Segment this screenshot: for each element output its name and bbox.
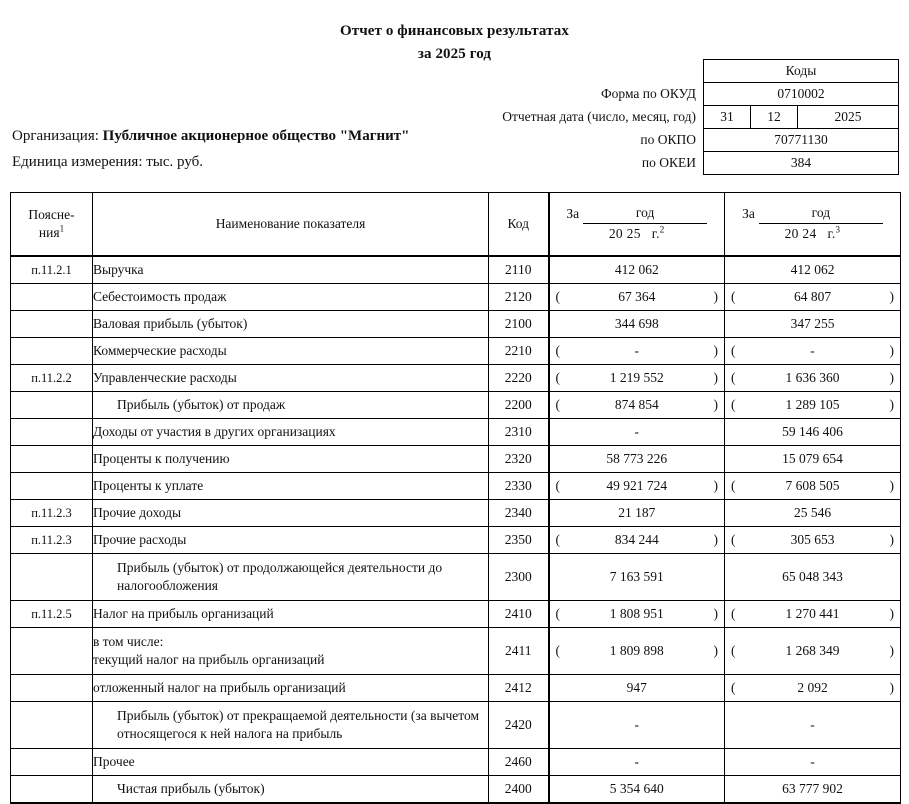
row-value-current-year: 5 354 640 bbox=[549, 776, 725, 804]
row-code: 2330 bbox=[489, 473, 549, 500]
row-explanation bbox=[11, 702, 93, 749]
table-row bbox=[11, 776, 901, 804]
organization-block bbox=[12, 124, 410, 176]
row-code: 2220 bbox=[489, 365, 549, 392]
header-year-previous-century: 20 bbox=[784, 225, 799, 241]
table-row bbox=[11, 628, 901, 675]
table-row bbox=[11, 702, 901, 749]
row-explanation bbox=[11, 446, 93, 473]
table-row bbox=[11, 749, 901, 776]
header-year-previous-za: За bbox=[742, 206, 755, 222]
row-indicator-name: Управленческие расходы bbox=[93, 365, 489, 392]
row-value-current-year: 58 773 226 bbox=[549, 446, 725, 473]
row-indicator-name: отложенный налог на прибыль организаций bbox=[93, 675, 489, 702]
okei-label: по ОКЕИ bbox=[641, 155, 696, 170]
row-code: 2200 bbox=[489, 392, 549, 419]
row-explanation bbox=[11, 675, 93, 702]
okei-value: 384 bbox=[704, 152, 899, 175]
row-value-previous-year: ( 305 653 ) bbox=[725, 527, 901, 554]
table-row bbox=[11, 554, 901, 601]
row-indicator-name: Прибыль (убыток) от продолжающейся деятельности до налогообложения bbox=[93, 554, 489, 601]
header-year-previous-g: г. bbox=[827, 225, 836, 241]
organization-label: Организация: bbox=[12, 128, 99, 144]
row-value-current-year: - bbox=[549, 749, 725, 776]
title-line-1: Отчет о финансовых результатах bbox=[339, 23, 569, 39]
table-row bbox=[11, 675, 901, 702]
header-explanations-line1: Поясне- bbox=[28, 207, 75, 223]
row-explanation: п.11.2.2 bbox=[11, 365, 93, 392]
row-indicator-name: Доходы от участия в других организациях bbox=[93, 419, 489, 446]
row-code: 2100 bbox=[489, 311, 549, 338]
codes-header-label: Коды bbox=[704, 60, 899, 83]
codes-header-spacer bbox=[498, 60, 703, 83]
row-value-current-year: ( 1 808 951 ) bbox=[549, 601, 725, 628]
row-code: 2420 bbox=[489, 702, 549, 749]
row-value-previous-year: 412 062 bbox=[725, 256, 901, 284]
row-value-previous-year: ( 1 289 105 ) bbox=[725, 392, 901, 419]
row-indicator-name: Прибыль (убыток) от продаж bbox=[93, 392, 489, 419]
row-indicator-name: в том числе: текущий налог на прибыль организаций bbox=[93, 628, 489, 675]
row-value-previous-year: ( - ) bbox=[725, 338, 901, 365]
row-value-previous-year: ( 1 636 360 ) bbox=[725, 365, 901, 392]
row-explanation bbox=[11, 311, 93, 338]
table-row bbox=[11, 446, 901, 473]
row-explanation: п.11.2.3 bbox=[11, 527, 93, 554]
row-explanation: п.11.2.5 bbox=[11, 601, 93, 628]
row-code: 2340 bbox=[489, 500, 549, 527]
row-value-previous-year: 65 048 343 bbox=[725, 554, 901, 601]
row-value-previous-year: ( 64 807 ) bbox=[725, 284, 901, 311]
okud-value: 0710002 bbox=[704, 83, 899, 106]
row-code: 2350 bbox=[489, 527, 549, 554]
header-year-current-yy: 25 bbox=[626, 225, 641, 241]
codes-row-report-date bbox=[498, 106, 898, 129]
header-year-current bbox=[549, 193, 725, 257]
row-explanation: п.11.2.3 bbox=[11, 500, 93, 527]
row-indicator-name: Чистая прибыль (убыток) bbox=[93, 776, 489, 804]
report-date-day: 31 bbox=[704, 106, 751, 129]
header-year-previous-yy: 24 bbox=[802, 225, 817, 241]
row-explanation bbox=[11, 628, 93, 675]
header-year-current-god: год bbox=[583, 205, 707, 224]
row-explanation bbox=[11, 284, 93, 311]
codes-row-okud bbox=[498, 83, 898, 106]
row-value-current-year: ( - ) bbox=[549, 338, 725, 365]
header-year-previous-sup: 3 bbox=[835, 224, 841, 235]
row-value-previous-year: 59 146 406 bbox=[725, 419, 901, 446]
row-code: 2120 bbox=[489, 284, 549, 311]
row-indicator-name: Коммерческие расходы bbox=[93, 338, 489, 365]
header-explanations-sup: 1 bbox=[59, 223, 65, 234]
row-value-current-year: 412 062 bbox=[549, 256, 725, 284]
header-year-current-sup: 2 bbox=[659, 224, 665, 235]
row-value-previous-year: 15 079 654 bbox=[725, 446, 901, 473]
row-explanation bbox=[11, 338, 93, 365]
row-code: 2300 bbox=[489, 554, 549, 601]
row-code: 2210 bbox=[489, 338, 549, 365]
header-year-previous-god: год bbox=[759, 205, 883, 224]
table-row bbox=[11, 527, 901, 554]
row-code: 2110 bbox=[489, 256, 549, 284]
row-value-current-year: ( 1 809 898 ) bbox=[549, 628, 725, 675]
row-value-previous-year: 25 546 bbox=[725, 500, 901, 527]
header-code: Код bbox=[489, 193, 549, 257]
codes-box bbox=[498, 59, 899, 175]
row-value-current-year: ( 67 364 ) bbox=[549, 284, 725, 311]
table-row bbox=[11, 256, 901, 284]
row-value-previous-year: - bbox=[725, 702, 901, 749]
codes-header-row bbox=[498, 60, 898, 83]
organization-name: Публичное акционерное общество "Магнит" bbox=[102, 128, 410, 144]
row-indicator-name: Проценты к уплате bbox=[93, 473, 489, 500]
header-year-previous bbox=[725, 193, 901, 257]
row-value-current-year: 344 698 bbox=[549, 311, 725, 338]
row-value-previous-year: ( 1 270 441 ) bbox=[725, 601, 901, 628]
table-header-row bbox=[11, 193, 901, 257]
row-code: 2310 bbox=[489, 419, 549, 446]
financial-table-wrap bbox=[10, 192, 900, 804]
row-value-previous-year: 347 255 bbox=[725, 311, 901, 338]
row-value-previous-year: 63 777 902 bbox=[725, 776, 901, 804]
row-code: 2320 bbox=[489, 446, 549, 473]
row-code: 2460 bbox=[489, 749, 549, 776]
row-explanation bbox=[11, 749, 93, 776]
unit-value: тыс. руб. bbox=[146, 153, 204, 170]
report-date-label: Отчетная дата (число, месяц, год) bbox=[502, 109, 696, 124]
row-explanation bbox=[11, 776, 93, 804]
table-row bbox=[11, 473, 901, 500]
report-date-year: 2025 bbox=[798, 106, 899, 129]
row-value-previous-year: ( 1 268 349 ) bbox=[725, 628, 901, 675]
row-value-current-year: 7 163 591 bbox=[549, 554, 725, 601]
financial-results-table bbox=[10, 192, 901, 804]
row-code: 2400 bbox=[489, 776, 549, 804]
row-explanation bbox=[11, 554, 93, 601]
okpo-value: 70771130 bbox=[704, 129, 899, 152]
row-indicator-name: Валовая прибыль (убыток) bbox=[93, 311, 489, 338]
header-year-current-century: 20 bbox=[608, 225, 623, 241]
row-code: 2412 bbox=[489, 675, 549, 702]
row-code: 2411 bbox=[489, 628, 549, 675]
row-indicator-name: Прочие расходы bbox=[93, 527, 489, 554]
header-indicator-name: Наименование показателя bbox=[93, 193, 489, 257]
row-value-current-year: ( 49 921 724 ) bbox=[549, 473, 725, 500]
table-row bbox=[11, 419, 901, 446]
row-value-previous-year: - bbox=[725, 749, 901, 776]
row-value-previous-year: ( 2 092 ) bbox=[725, 675, 901, 702]
row-indicator-name: Прочие доходы bbox=[93, 500, 489, 527]
row-value-current-year: ( 874 854 ) bbox=[549, 392, 725, 419]
table-row bbox=[11, 311, 901, 338]
header-explanations-line2: ния bbox=[38, 225, 60, 241]
row-explanation: п.11.2.1 bbox=[11, 256, 93, 284]
header-year-current-za: За bbox=[566, 206, 580, 222]
unit-label: Единица измерения: bbox=[12, 153, 143, 170]
table-row bbox=[11, 338, 901, 365]
row-code: 2410 bbox=[489, 601, 549, 628]
row-value-current-year: ( 1 219 552 ) bbox=[549, 365, 725, 392]
okpo-label: по ОКПО bbox=[640, 132, 696, 147]
row-explanation bbox=[11, 473, 93, 500]
row-indicator-name: Налог на прибыль организаций bbox=[93, 601, 489, 628]
row-indicator-name: Проценты к получению bbox=[93, 446, 489, 473]
table-row bbox=[11, 601, 901, 628]
table-row bbox=[11, 284, 901, 311]
codes-row-okei bbox=[498, 152, 898, 175]
okud-label: Форма по ОКУД bbox=[600, 86, 696, 101]
table-row bbox=[11, 365, 901, 392]
row-indicator-name: Прибыль (убыток) от прекращаемой деятельности (за вычетом относящегося к ней налога на прибыль bbox=[93, 702, 489, 749]
row-value-current-year: - bbox=[549, 702, 725, 749]
row-explanation bbox=[11, 392, 93, 419]
table-row bbox=[11, 500, 901, 527]
row-value-current-year: 947 bbox=[549, 675, 725, 702]
title-line-2: за 2025 год bbox=[417, 46, 492, 63]
organization-line bbox=[12, 124, 410, 150]
codes-row-okpo bbox=[498, 129, 898, 152]
row-indicator-name: Выручка bbox=[93, 256, 489, 284]
row-explanation bbox=[11, 419, 93, 446]
header-explanations bbox=[11, 193, 93, 257]
row-indicator-name: Себестоимость продаж bbox=[93, 284, 489, 311]
unit-line bbox=[12, 150, 410, 176]
row-value-current-year: - bbox=[549, 419, 725, 446]
table-row bbox=[11, 392, 901, 419]
document-title bbox=[0, 0, 909, 67]
row-indicator-name: Прочее bbox=[93, 749, 489, 776]
row-value-current-year: ( 834 244 ) bbox=[549, 527, 725, 554]
report-date-month: 12 bbox=[751, 106, 798, 129]
row-value-current-year: 21 187 bbox=[549, 500, 725, 527]
header-year-current-g: г. bbox=[651, 225, 660, 241]
financial-table-body bbox=[11, 256, 901, 803]
codes-table bbox=[498, 59, 899, 175]
row-value-previous-year: ( 7 608 505 ) bbox=[725, 473, 901, 500]
